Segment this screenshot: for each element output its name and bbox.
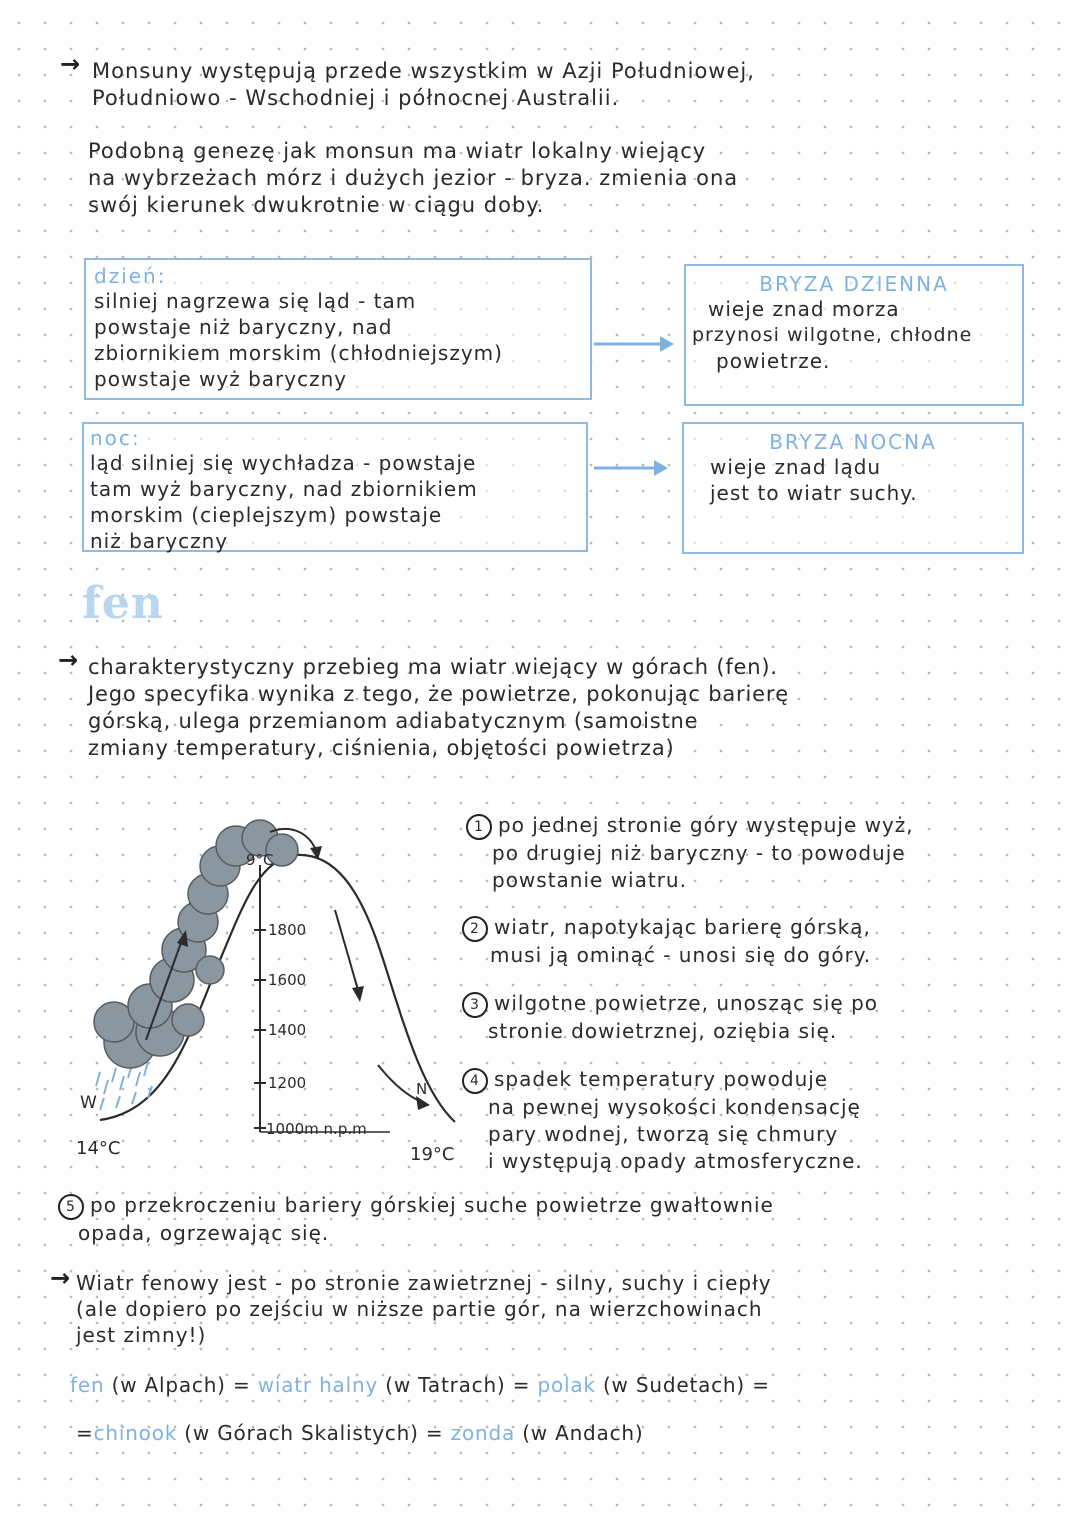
height-label: 1000m n.p.m <box>266 1120 367 1138</box>
day-line: powstaje wyż baryczny <box>94 367 348 391</box>
name-fen: fen <box>70 1373 105 1397</box>
fen-intro-line: zmiany temperatury, ciśnienia, objętości powietrza) <box>88 736 675 760</box>
day-breeze-box <box>684 264 1024 406</box>
day-line: zbiornikiem morskim (chłodniejszym) <box>94 341 503 365</box>
breeze-intro-line: swój kierunek dwukrotnie w ciągu doby. <box>88 193 545 217</box>
step-line: po jednej stronie góry występuje wyż, <box>498 813 914 837</box>
step-2 <box>462 914 871 969</box>
breeze-intro-line: Podobną genezę jak monsun ma wiatr lokalny wiejący <box>88 139 707 163</box>
fen-desc-line: (ale dopiero po zejściu w niższe partie gór, na wierzchowinach <box>76 1297 763 1321</box>
step-4 <box>462 1066 863 1175</box>
name-halny: wiatr halny <box>257 1373 379 1397</box>
arrow-bullet-icon: → <box>50 1264 71 1292</box>
step-3 <box>462 990 878 1045</box>
equals-sign: = <box>512 1373 531 1397</box>
day-heading: dzień: <box>94 264 167 288</box>
step-number-icon: 5 <box>58 1194 84 1220</box>
step-number-icon: 4 <box>462 1068 488 1094</box>
height-label: 1400 <box>268 1021 307 1039</box>
descending-arrow-icon <box>335 910 364 1002</box>
step-line: pary wodnej, tworzą się chmury <box>488 1121 839 1146</box>
night-breeze-heading: BRYZA NOCNA <box>769 430 937 454</box>
step-line: wiatr, napotykając barierę górską, <box>494 915 871 939</box>
equals-sign: = <box>76 1421 94 1445</box>
breeze-arrows <box>590 330 680 480</box>
windward-label: W <box>80 1093 97 1113</box>
step-line: stronie dowietrznej, oziębia się. <box>488 1018 838 1043</box>
right-arrow-icon <box>594 336 674 352</box>
equals-sign: = <box>425 1421 444 1445</box>
top-temp: 9°C <box>246 851 274 869</box>
place-sudety: (w Sudetach) <box>602 1373 746 1397</box>
breeze-intro-line: na wybrzeżach mórz i dużych jezior - bryza. zmienia ona <box>88 166 739 190</box>
intro-line: Południowo - Wschodniej i północnej Australii. <box>92 86 620 110</box>
step-number-icon: 1 <box>466 814 492 840</box>
day-line: powstaje niż baryczny, nad <box>94 315 393 339</box>
wind-names-line-1 <box>70 1372 770 1399</box>
name-chinook: chinook <box>93 1421 178 1445</box>
night-box <box>82 422 588 552</box>
intro-line: Monsuny występują przede wszystkim w Azji Południowej, <box>92 59 755 83</box>
night-line: tam wyż baryczny, nad zbiornikiem <box>90 477 478 501</box>
right-arrow-icon <box>594 460 668 476</box>
place-alps: (w Alpach) <box>111 1373 226 1397</box>
rain-icon <box>96 1062 152 1110</box>
step-line: na pewnej wysokości kondensację <box>488 1094 861 1119</box>
leeward-label: N <box>416 1080 428 1098</box>
step-line: musi ją ominąć - unosi się do góry. <box>490 942 872 967</box>
equals-sign: = <box>232 1373 251 1397</box>
arrow-bullet-icon: → <box>58 646 79 674</box>
night-line: ląd silniej się wychładza - powstaje <box>90 451 477 475</box>
day-line: silniej nagrzewa się ląd - tam <box>94 289 417 313</box>
step-line: powstanie wiatru. <box>492 867 687 892</box>
fen-desc-line: jest zimny!) <box>76 1323 207 1347</box>
step-1 <box>466 812 914 894</box>
height-label: 1600 <box>268 971 307 989</box>
equals-sign: = <box>752 1373 770 1397</box>
fen-description <box>76 1270 772 1348</box>
fen-intro-line: Jego specyfika wynika z tego, że powietrze, pokonując barierę <box>88 682 789 706</box>
name-polak: polak <box>537 1373 596 1397</box>
breeze-intro-paragraph <box>88 138 738 219</box>
name-zonda: zonda <box>450 1421 516 1445</box>
fen-intro-line: charakterystyczny przebieg ma wiatr wiejący w górach (fen). <box>88 655 778 679</box>
fen-intro-paragraph <box>88 654 789 762</box>
right-temp: 19°C <box>410 1144 455 1165</box>
night-heading: noc: <box>90 426 141 450</box>
step-5 <box>58 1192 774 1247</box>
night-breeze-line: jest to wiatr suchy. <box>710 481 918 505</box>
step-line: spadek temperatury powoduje <box>494 1067 829 1091</box>
night-breeze-box <box>682 422 1024 554</box>
day-breeze-line: powietrze. <box>716 349 831 373</box>
fen-intro-line: górską, ulega przemianom adiabatycznym (samoistne <box>88 709 699 733</box>
place-tatry: (w Tatrach) <box>385 1373 506 1397</box>
step-number-icon: 3 <box>462 992 488 1018</box>
step-line: po drugiej niż baryczny - to powoduje <box>492 840 906 865</box>
arrow-bullet-icon: → <box>60 50 81 78</box>
night-line: morskim (cieplejszym) powstaje <box>90 503 443 527</box>
step-line: wilgotne powietrze, unosząc się po <box>494 991 878 1015</box>
day-breeze-line: wieje znad morza <box>708 297 900 321</box>
fen-diagram <box>60 810 480 1170</box>
height-label: 1800 <box>268 921 307 939</box>
day-breeze-heading: BRYZA DZIENNA <box>759 272 949 296</box>
intro-paragraph <box>92 58 755 112</box>
place-rocky-mountains: (w Górach Skalistych) <box>184 1421 419 1445</box>
place-andes: (w Andach) <box>522 1421 644 1445</box>
night-line: niż baryczny <box>90 529 229 553</box>
fen-desc-line: Wiatr fenowy jest - po stronie zawietrznej - silny, suchy i ciepły <box>76 1271 772 1295</box>
step-line: opada, ogrzewając się. <box>78 1220 330 1245</box>
fen-title: fen <box>82 578 164 629</box>
day-box <box>84 258 592 400</box>
step-line: po przekroczeniu bariery górskiej suche powietrze gwałtownie <box>90 1193 774 1217</box>
left-temp: 14°C <box>76 1138 121 1159</box>
step-number-icon: 2 <box>462 916 488 942</box>
day-breeze-line: przynosi wilgotne, chłodne <box>692 324 973 346</box>
night-breeze-line: wieje znad lądu <box>710 455 882 479</box>
height-label: 1200 <box>268 1074 307 1092</box>
step-line: i występują opady atmosferyczne. <box>488 1148 863 1173</box>
wind-names-line-2 <box>76 1420 644 1447</box>
